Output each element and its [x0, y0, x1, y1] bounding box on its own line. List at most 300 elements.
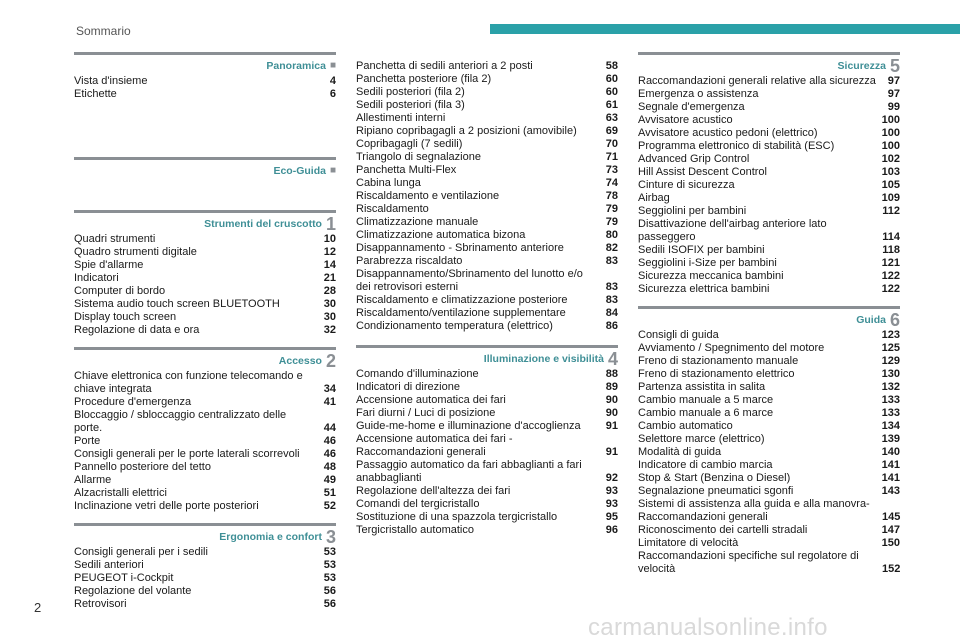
toc-entry-title: Riconoscimento dei cartelli stradali — [638, 524, 808, 536]
toc-section — [74, 52, 336, 101]
toc-entry-title: Freno di stazionamento manuale — [638, 355, 799, 367]
toc-entry[interactable] — [638, 407, 900, 420]
toc-entry-title: Regolazione di data e ora — [74, 324, 200, 336]
toc-entry[interactable] — [74, 75, 336, 88]
toc-entry-title: Guide-me-home e illuminazione d'accoglienza — [356, 420, 581, 432]
toc-entry-page: 12 — [323, 246, 336, 258]
toc-entry-title: Emergenza o assistenza — [638, 88, 759, 100]
toc-entry-page: 88 — [605, 368, 618, 380]
toc-entry-page: 133 — [881, 394, 900, 406]
toc-entry-title: Cinture di sicurezza — [638, 179, 735, 191]
toc-entry-title: Cambio manuale a 6 marce — [638, 407, 774, 419]
toc-entry-title: Segnalazione pneumatici sgonfi — [638, 485, 794, 497]
section-number: 5 — [889, 56, 900, 76]
toc-entry-title: Inclinazione vetri delle porte posteriori — [74, 500, 259, 512]
section-divider — [74, 52, 336, 55]
toc-column-3 — [638, 50, 900, 576]
toc-entry-title: Retrovisori — [74, 598, 127, 610]
toc-entry-title: Seggiolini i-Size per bambini — [638, 257, 777, 269]
toc-entry[interactable] — [638, 153, 900, 166]
toc-entry-title: Condizionamento temperatura (elettrico) — [356, 320, 553, 332]
page-header-label: Sommario — [76, 24, 131, 38]
toc-entry[interactable] — [638, 257, 900, 270]
toc-entry-title: Panchetta di sedili anteriori a 2 posti — [356, 60, 533, 72]
toc-entry[interactable] — [356, 524, 618, 537]
toc-entry[interactable] — [356, 498, 618, 511]
toc-entry[interactable] — [638, 472, 900, 485]
section-divider — [74, 157, 336, 160]
toc-entry[interactable] — [74, 572, 336, 585]
toc-entry-title: Spie d'allarme — [74, 259, 144, 271]
toc-entry[interactable] — [638, 550, 900, 576]
toc-entry-page: 4 — [329, 75, 336, 87]
toc-entry-page: 48 — [323, 461, 336, 473]
toc-entry-title: Tergicristallo automatico — [356, 524, 474, 536]
toc-entry-page: 51 — [323, 487, 336, 499]
toc-entry[interactable] — [356, 242, 618, 255]
toc-entry-title: Avviamento / Spegnimento del motore — [638, 342, 825, 354]
toc-entry[interactable] — [356, 164, 618, 177]
toc-entry-title: Sedili ISOFIX per bambini — [638, 244, 765, 256]
toc-entry[interactable] — [356, 433, 618, 459]
toc-entry-page: 139 — [881, 433, 900, 445]
toc-entry-page: 114 — [882, 231, 900, 243]
toc-section — [74, 347, 336, 513]
toc-entry-title: Alzacristalli elettrici — [74, 487, 167, 499]
toc-entry-title: Airbag — [638, 192, 670, 204]
toc-entry-title: Regolazione dell'altezza dei fari — [356, 485, 511, 497]
section-heading[interactable] — [74, 162, 336, 180]
toc-entry-title: Disappannamento - Sbrinamento anteriore — [356, 242, 564, 254]
toc-entry[interactable] — [74, 298, 336, 311]
section-divider — [638, 52, 900, 55]
toc-entry-page: 58 — [605, 60, 618, 72]
toc-entry-page: 133 — [881, 407, 900, 419]
toc-entry[interactable] — [74, 474, 336, 487]
toc-entry[interactable] — [356, 294, 618, 307]
toc-entry[interactable] — [638, 205, 900, 218]
toc-entry[interactable] — [638, 270, 900, 283]
toc-entry-page: 32 — [323, 324, 336, 336]
toc-entry-page: 112 — [882, 205, 900, 217]
toc-entry-title: Disattivazione dell'airbag anteriore lato passeggero — [638, 218, 827, 243]
toc-entry-title: Indicatori — [74, 272, 119, 284]
toc-entry[interactable] — [74, 370, 336, 396]
toc-entry-page: 60 — [605, 86, 618, 98]
section-divider — [74, 210, 336, 213]
toc-entry-page: 69 — [605, 125, 618, 137]
toc-entry[interactable] — [638, 433, 900, 446]
toc-entry-page: 95 — [605, 511, 618, 523]
toc-entry[interactable] — [638, 179, 900, 192]
toc-entry[interactable] — [356, 151, 618, 164]
toc-entry-title: Copribagagli (7 sedili) — [356, 138, 463, 150]
toc-entry-title: Vista d'insieme — [74, 75, 148, 87]
toc-entry-title: Riscaldamento e ventilazione — [356, 190, 500, 202]
toc-entry[interactable] — [356, 407, 618, 420]
toc-entry[interactable] — [638, 498, 900, 524]
toc-entry-title: Ripiano copribagagli a 2 posizioni (amovibile) — [356, 125, 577, 137]
toc-entry-title: Stop & Start (Benzina o Diesel) — [638, 472, 791, 484]
toc-entry[interactable] — [74, 285, 336, 298]
toc-section — [638, 306, 900, 576]
toc-entry-page: 125 — [881, 342, 900, 354]
toc-entry-title: Quadri strumenti — [74, 233, 156, 245]
toc-entry-title: Display touch screen — [74, 311, 177, 323]
toc-entry[interactable] — [638, 446, 900, 459]
toc-entry-title: Cambio automatico — [638, 420, 733, 432]
section-number: 4 — [607, 349, 618, 369]
toc-entry[interactable] — [74, 409, 336, 435]
section-title: Accesso — [278, 355, 322, 367]
toc-entry[interactable] — [74, 233, 336, 246]
toc-entry[interactable] — [356, 112, 618, 125]
toc-entry[interactable] — [638, 524, 900, 537]
toc-entry[interactable] — [638, 381, 900, 394]
toc-entry[interactable] — [356, 320, 618, 333]
section-number: 1 — [325, 214, 336, 234]
section-number: 6 — [889, 310, 900, 330]
toc-entry-page: 14 — [323, 259, 336, 271]
toc-entry[interactable] — [74, 461, 336, 474]
toc-entry-page: 82 — [605, 242, 618, 254]
toc-entry[interactable] — [638, 459, 900, 472]
toc-entry-title: PEUGEOT i-Cockpit — [74, 572, 174, 584]
toc-entry-page: 91 — [605, 420, 618, 432]
toc-entry-title: Triangolo di segnalazione — [356, 151, 481, 163]
toc-entry[interactable] — [638, 218, 900, 244]
toc-entry-page: 96 — [605, 524, 618, 536]
toc-entry-page: 10 — [323, 233, 336, 245]
toc-entry-title: Consigli di guida — [638, 329, 719, 341]
toc-entry[interactable] — [74, 598, 336, 611]
toc-entry[interactable] — [638, 537, 900, 550]
toc-entry[interactable] — [638, 101, 900, 114]
toc-entry[interactable] — [74, 88, 336, 101]
toc-entry-page: 56 — [323, 598, 336, 610]
toc-entry-title: Consigli generali per i sedili — [74, 546, 208, 558]
toc-entry-page: 152 — [882, 563, 901, 575]
toc-entry-title: Regolazione del volante — [74, 585, 192, 597]
toc-entry-title: Partenza assistita in salita — [638, 381, 766, 393]
toc-entry[interactable] — [356, 381, 618, 394]
toc-entry[interactable] — [638, 166, 900, 179]
toc-entry[interactable] — [74, 246, 336, 259]
toc-entry-title: Seggiolini per bambini — [638, 205, 747, 217]
toc-entry-title: Cambio manuale a 5 marce — [638, 394, 774, 406]
toc-entry-title: Riscaldamento/ventilazione supplementare — [356, 307, 566, 319]
toc-entry-title: Bloccaggio / sbloccaggio centralizzato delle porte. — [74, 409, 287, 434]
toc-entry-page: 122 — [881, 270, 900, 282]
toc-entry-title: Sedili posteriori (fila 2) — [356, 86, 465, 98]
section-divider — [356, 345, 618, 348]
toc-entry-page: 89 — [605, 381, 618, 393]
section-heading[interactable] — [356, 350, 618, 368]
toc-entry[interactable] — [356, 216, 618, 229]
toc-entry-title: Riscaldamento e climatizzazione posteriore — [356, 294, 568, 306]
toc-entry-title: Advanced Grip Control — [638, 153, 750, 165]
toc-entry-page: 46 — [323, 448, 336, 460]
toc-entry[interactable] — [74, 448, 336, 461]
toc-entry-page: 143 — [881, 485, 900, 497]
toc-entry-title: Pannello posteriore del tetto — [74, 461, 211, 473]
toc-entry[interactable] — [638, 394, 900, 407]
section-title: Sicurezza — [837, 60, 886, 72]
toc-entry-page: 132 — [881, 381, 900, 393]
toc-entry[interactable] — [74, 559, 336, 572]
toc-entry[interactable] — [356, 394, 618, 407]
toc-entry-page: 80 — [605, 229, 618, 241]
toc-entry[interactable] — [356, 255, 618, 268]
toc-entry-title: Climatizzazione automatica bizona — [356, 229, 526, 241]
toc-entry-page: 30 — [323, 311, 336, 323]
toc-entry[interactable] — [356, 511, 618, 524]
toc-entry[interactable] — [356, 177, 618, 190]
toc-entry-page: 46 — [323, 435, 336, 447]
toc-section — [74, 210, 336, 337]
toc-entry[interactable] — [638, 485, 900, 498]
toc-entry-title: Passaggio automatico da fari abbaglianti a fari anabbaglianti — [356, 459, 582, 484]
toc-entry[interactable] — [74, 311, 336, 324]
toc-entry-title: Sedili anteriori — [74, 559, 144, 571]
toc-entry-page: 63 — [605, 112, 618, 124]
toc-entry-title: Chiave elettronica con funzione telecomando e chiave integrata — [74, 370, 303, 395]
toc-entry-page: 49 — [323, 474, 336, 486]
toc-entry-page: 70 — [605, 138, 618, 150]
toc-entry[interactable] — [356, 485, 618, 498]
toc-entry-page: 34 — [323, 383, 336, 395]
toc-entry-page: 83 — [605, 255, 618, 267]
toc-entry-title: Climatizzazione manuale — [356, 216, 479, 228]
toc-entry-title: Raccomandazioni specifiche sul regolatore di velocità — [638, 550, 859, 575]
toc-entry[interactable] — [74, 585, 336, 598]
toc-entry-page: 102 — [881, 153, 900, 165]
toc-entry-title: Accensione automatica dei fari - Raccomandazioni generali — [356, 433, 513, 458]
toc-entry-title: Allestimenti interni — [356, 112, 446, 124]
section-title: Ergonomia e confort — [219, 531, 322, 543]
toc-entry-page: 123 — [881, 329, 900, 341]
toc-entry[interactable] — [74, 500, 336, 513]
toc-entry[interactable] — [356, 459, 618, 485]
header-accent-bar — [490, 24, 960, 34]
toc-entry-page: 100 — [881, 114, 900, 126]
toc-entry-title: Selettore marce (elettrico) — [638, 433, 765, 445]
toc-entry[interactable] — [638, 88, 900, 101]
section-divider — [638, 306, 900, 309]
toc-entry-page: 71 — [605, 151, 618, 163]
toc-entry-title: Comandi del tergicristallo — [356, 498, 480, 510]
toc-entry-page: 122 — [881, 283, 900, 295]
toc-column-1 — [74, 50, 336, 611]
toc-entry[interactable] — [638, 192, 900, 205]
toc-entry-title: Segnale d'emergenza — [638, 101, 745, 113]
section-heading[interactable] — [74, 57, 336, 75]
toc-entry-page: 21 — [323, 272, 336, 284]
toc-entry-page: 121 — [881, 257, 900, 269]
toc-entry[interactable] — [638, 342, 900, 355]
section-title: Illuminazione e visibilità — [483, 353, 604, 365]
toc-entry[interactable] — [356, 99, 618, 112]
toc-entry-title: Sedili posteriori (fila 3) — [356, 99, 465, 111]
toc-entry-title: Hill Assist Descent Control — [638, 166, 767, 178]
toc-entry-page: 97 — [887, 88, 900, 100]
toc-entry[interactable] — [356, 229, 618, 242]
toc-entry[interactable] — [356, 190, 618, 203]
toc-entry-page: 97 — [887, 75, 900, 87]
toc-entry[interactable] — [74, 259, 336, 272]
toc-entry-page: 109 — [881, 192, 900, 204]
toc-section — [356, 60, 618, 333]
toc-entry[interactable] — [356, 60, 618, 73]
toc-entry[interactable] — [356, 125, 618, 138]
section-heading[interactable] — [638, 311, 900, 329]
toc-entry-title: Sostituzione di una spazzola tergicristallo — [356, 511, 558, 523]
section-title: Guida — [856, 314, 886, 326]
toc-entry[interactable] — [74, 324, 336, 337]
toc-entry-page: 90 — [605, 407, 618, 419]
toc-entry-title: Cabina lunga — [356, 177, 421, 189]
toc-entry-page: 84 — [605, 307, 618, 319]
section-heading[interactable] — [74, 215, 336, 233]
toc-entry-page: 103 — [881, 166, 900, 178]
toc-entry-page: 100 — [881, 140, 900, 152]
toc-entry[interactable] — [356, 307, 618, 320]
toc-entry-page: 145 — [882, 511, 901, 523]
toc-entry[interactable] — [74, 396, 336, 409]
toc-entry-title: Avvisatore acustico pedoni (elettrico) — [638, 127, 818, 139]
toc-entry-page: 74 — [605, 177, 618, 189]
toc-entry[interactable] — [74, 272, 336, 285]
toc-entry-title: Disappannamento/Sbrinamento del lunotto e/o dei retrovisori esterni — [356, 268, 583, 293]
toc-entry[interactable] — [74, 487, 336, 500]
toc-entry[interactable] — [638, 114, 900, 127]
toc-section — [638, 52, 900, 296]
toc-entry-page: 61 — [605, 99, 618, 111]
toc-entry-page: 99 — [887, 101, 900, 113]
toc-entry-page: 6 — [329, 88, 336, 100]
toc-section — [74, 523, 336, 611]
toc-entry-page: 53 — [323, 559, 336, 571]
toc-entry-page: 91 — [605, 446, 618, 458]
toc-entry-page: 130 — [881, 368, 900, 380]
toc-entry-title: Comando d'illuminazione — [356, 368, 479, 380]
section-heading[interactable] — [638, 57, 900, 75]
toc-entry-page: 53 — [323, 572, 336, 584]
toc-column-2 — [356, 50, 618, 537]
toc-entry-page: 141 — [881, 459, 900, 471]
toc-entry-page: 140 — [881, 446, 900, 458]
toc-entry-title: Sicurezza elettrica bambini — [638, 283, 770, 295]
toc-entry-title: Indicatore di cambio marcia — [638, 459, 773, 471]
toc-entry[interactable] — [74, 546, 336, 559]
toc-entry-page: 150 — [881, 537, 900, 549]
toc-entry-title: Accensione automatica dei fari — [356, 394, 506, 406]
toc-entry[interactable] — [74, 435, 336, 448]
toc-entry-page: 56 — [323, 585, 336, 597]
section-number: ■ — [329, 60, 336, 71]
toc-entry[interactable] — [638, 127, 900, 140]
page-number: 2 — [34, 600, 42, 615]
toc-entry[interactable] — [356, 203, 618, 216]
toc-entry-page: 60 — [605, 73, 618, 85]
section-number: ■ — [329, 165, 336, 176]
toc-entry-title: Freno di stazionamento elettrico — [638, 368, 795, 380]
toc-entry-title: Raccomandazioni generali relative alla sicurezza — [638, 75, 876, 87]
section-title: Panoramica — [266, 60, 326, 72]
toc-entry-page: 141 — [881, 472, 900, 484]
section-heading[interactable] — [74, 528, 336, 546]
toc-entry-page: 105 — [881, 179, 900, 191]
toc-entry-title: Modalità di guida — [638, 446, 722, 458]
toc-entry-page: 30 — [323, 298, 336, 310]
toc-entry[interactable] — [638, 140, 900, 153]
toc-entry[interactable] — [638, 355, 900, 368]
toc-entry[interactable] — [356, 420, 618, 433]
toc-entry-page: 78 — [605, 190, 618, 202]
toc-entry-title: Porte — [74, 435, 101, 447]
toc-entry-title: Programma elettronico di stabilità (ESC) — [638, 140, 835, 152]
toc-entry-title: Riscaldamento — [356, 203, 429, 215]
toc-entry-page: 41 — [323, 396, 336, 408]
toc-entry-page: 90 — [605, 394, 618, 406]
toc-entry-page: 86 — [605, 320, 618, 332]
toc-entry-page: 147 — [881, 524, 900, 536]
toc-entry[interactable] — [638, 329, 900, 342]
toc-entry-page: 100 — [881, 127, 900, 139]
toc-entry-title: Procedure d'emergenza — [74, 396, 192, 408]
toc-entry-page: 134 — [881, 420, 900, 432]
toc-entry-page: 118 — [882, 244, 900, 256]
toc-entry-title: Parabrezza riscaldato — [356, 255, 463, 267]
toc-entry-title: Panchetta posteriore (fila 2) — [356, 73, 492, 85]
toc-entry[interactable] — [638, 368, 900, 381]
toc-section — [356, 345, 618, 537]
section-number: 2 — [325, 351, 336, 371]
toc-entry-title: Fari diurni / Luci di posizione — [356, 407, 496, 419]
toc-entry[interactable] — [356, 268, 618, 294]
toc-entry-page: 28 — [323, 285, 336, 297]
toc-entry-page: 129 — [881, 355, 900, 367]
toc-entry-page: 93 — [605, 485, 618, 497]
toc-entry-page: 93 — [605, 498, 618, 510]
toc-entry-title: Consigli generali per le porte laterali scorrevoli — [74, 448, 300, 460]
toc-entry-title: Etichette — [74, 88, 117, 100]
toc-entry-page: 53 — [323, 546, 336, 558]
toc-entry-title: Quadro strumenti digitale — [74, 246, 197, 258]
toc-entry[interactable] — [638, 283, 900, 296]
toc-entry-page: 83 — [605, 281, 618, 293]
toc-entry[interactable] — [356, 368, 618, 381]
section-title: Strumenti del cruscotto — [204, 218, 322, 230]
toc-entry[interactable] — [638, 420, 900, 433]
section-heading[interactable] — [74, 352, 336, 370]
toc-entry-page: 92 — [605, 472, 618, 484]
toc-entry-title: Indicatori di direzione — [356, 381, 460, 393]
toc-entry-page: 73 — [605, 164, 618, 176]
toc-entry[interactable] — [638, 244, 900, 257]
toc-entry[interactable] — [356, 73, 618, 86]
toc-entry-page: 79 — [605, 216, 618, 228]
toc-entry[interactable] — [356, 86, 618, 99]
toc-entry-title: Panchetta Multi-Flex — [356, 164, 457, 176]
toc-entry-page: 44 — [323, 422, 336, 434]
toc-entry-title: Sistema audio touch screen BLUETOOTH — [74, 298, 280, 310]
toc-entry-title: Sicurezza meccanica bambini — [638, 270, 784, 282]
section-title: Eco-Guida — [273, 165, 326, 177]
toc-entry[interactable] — [638, 75, 900, 88]
toc-entry[interactable] — [356, 138, 618, 151]
toc-entry-page: 83 — [605, 294, 618, 306]
